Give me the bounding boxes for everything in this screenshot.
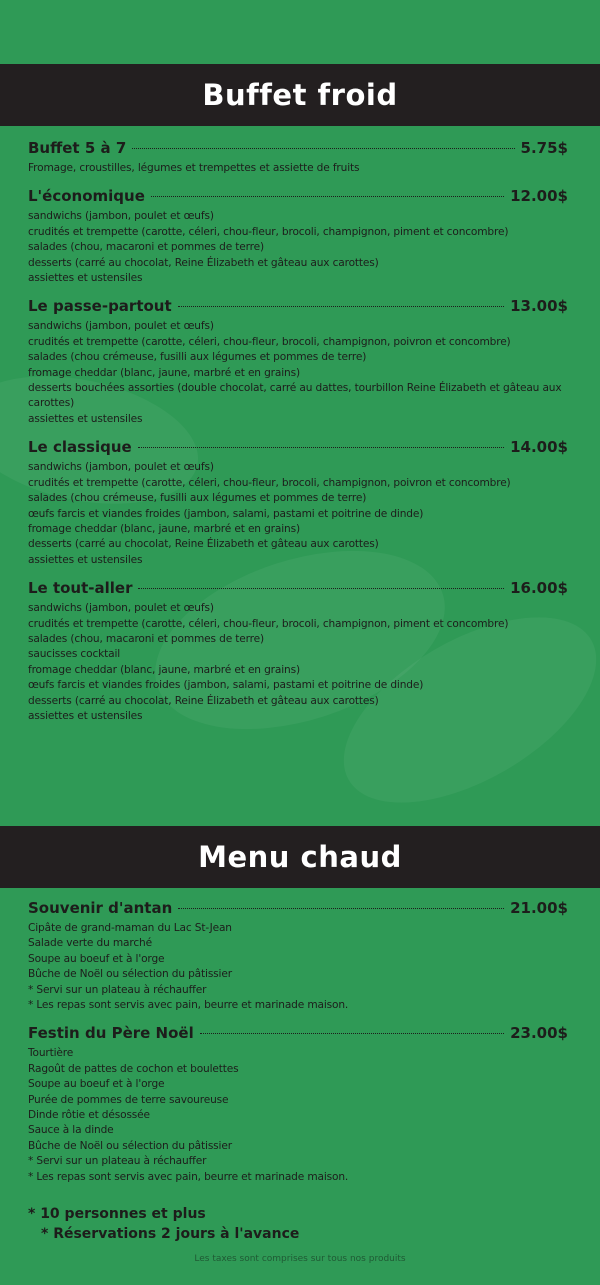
menu-item-price: 12.00$ xyxy=(510,187,568,206)
menu-item-header xyxy=(28,898,568,918)
description-line: desserts bouchées assorties (double chocolat, carré au dattes, tourbillon Reine Élizabeth et gâteau aux carottes) xyxy=(28,382,562,410)
cold-buffet-title: Buffet froid xyxy=(202,78,398,112)
menu-item-header xyxy=(28,437,568,457)
description-line: fromage cheddar (blanc, jaune, marbré et en grains) xyxy=(28,663,300,676)
menu-item-price: 23.00$ xyxy=(510,1024,568,1043)
dotted-leader xyxy=(151,196,504,197)
description-line: Purée de pommes de terre savoureuse xyxy=(28,1093,229,1106)
menu-item-price: 21.00$ xyxy=(510,899,568,917)
menu-item xyxy=(28,296,568,427)
description-line: Soupe au boeuf et à l'orge xyxy=(28,1078,165,1091)
menu-item-price: 13.00$ xyxy=(510,297,568,316)
description-line: salades (chou crémeuse, fusilli aux légumes et pommes de terre) xyxy=(28,492,367,505)
description-line: sandwichs (jambon, poulet et œufs) xyxy=(28,320,214,333)
menu-item-header xyxy=(28,296,568,316)
menu-item xyxy=(28,138,568,176)
menu-item-description xyxy=(28,1046,568,1185)
menu-item-header xyxy=(28,138,568,158)
hot-menu-title: Menu chaud xyxy=(198,840,402,874)
description-line: Soupe au boeuf et à l'orge xyxy=(28,952,165,965)
description-line: œufs farcis et viandes froides (jambon, salami, pastami et poitrine de dinde) xyxy=(28,679,424,692)
cold-buffet-list xyxy=(0,138,600,734)
menu-item xyxy=(28,437,568,568)
description-line: desserts (carré au chocolat, Reine Élizabeth et gâteau aux carottes) xyxy=(28,538,379,551)
menu-item-price: 14.00$ xyxy=(510,438,568,457)
menu-item-description xyxy=(28,161,568,176)
description-line: salades (chou, macaroni et pommes de terre) xyxy=(28,241,264,254)
menu-item xyxy=(28,186,568,286)
note-line: * Réservations 2 jours à l'avance xyxy=(41,1226,300,1242)
description-line: * Servi sur un plateau à réchauffer xyxy=(28,1155,207,1168)
description-line: assiettes et ustensiles xyxy=(28,412,143,425)
description-line: crudités et trempette (carotte, céleri, chou-fleur, brocoli, champignon, piment et concombre) xyxy=(28,225,509,238)
dotted-leader xyxy=(178,908,504,909)
menu-item-name: Le classique xyxy=(28,438,132,457)
description-line: * Les repas sont servis avec pain, beurre et marinade maison. xyxy=(28,999,349,1012)
description-line: Fromage, croustilles, légumes et trempettes et assiette de fruits xyxy=(28,162,360,174)
description-line: fromage cheddar (blanc, jaune, marbré et en grains) xyxy=(28,522,300,535)
description-line: assiettes et ustensiles xyxy=(28,553,143,566)
menu-item-name: Le tout-aller xyxy=(28,579,133,598)
dotted-leader xyxy=(138,588,504,589)
description-line: crudités et trempette (carotte, céleri, chou-fleur, brocoli, champignon, poivron et concombre) xyxy=(28,335,511,348)
description-line: crudités et trempette (carotte, céleri, chou-fleur, brocoli, champignon, piment et concombre) xyxy=(28,617,509,630)
description-line: assiettes et ustensiles xyxy=(28,272,143,285)
description-line: sandwichs (jambon, poulet et œufs) xyxy=(28,461,214,474)
menu-item-header xyxy=(28,578,568,598)
menu-item-price: 5.75$ xyxy=(520,139,568,157)
description-line: crudités et trempette (carotte, céleri, chou-fleur, brocoli, champignon, poivron et concombre) xyxy=(28,476,511,489)
menu-item-description xyxy=(28,319,568,427)
menu-item-description xyxy=(28,460,568,568)
dotted-leader xyxy=(200,1033,504,1034)
description-line: Salade verte du marché xyxy=(28,937,152,950)
dotted-leader xyxy=(132,148,514,149)
menu-item-header xyxy=(28,186,568,206)
menu-item-description xyxy=(28,921,568,1013)
description-line: salades (chou, macaroni et pommes de terre) xyxy=(28,632,264,645)
hot-menu-list xyxy=(0,898,600,1195)
menu-item xyxy=(28,1023,568,1185)
menu-item-name: L'économique xyxy=(28,187,145,206)
description-line: * Servi sur un plateau à réchauffer xyxy=(28,983,207,996)
description-line: saucisses cocktail xyxy=(28,648,121,661)
dotted-leader xyxy=(178,306,504,307)
menu-item xyxy=(28,898,568,1013)
description-line: Tourtière xyxy=(28,1047,74,1060)
description-line: Sauce à la dinde xyxy=(28,1124,114,1137)
menu-item-name: Souvenir d'antan xyxy=(28,899,173,917)
description-line: Dinde rôtie et désossée xyxy=(28,1109,150,1122)
note-line: * 10 personnes et plus xyxy=(28,1206,206,1222)
menu-item-name: Buffet 5 à 7 xyxy=(28,139,127,157)
description-line: * Les repas sont servis avec pain, beurre et marinade maison. xyxy=(28,1170,349,1183)
description-line: sandwichs (jambon, poulet et œufs) xyxy=(28,210,214,223)
menu-item xyxy=(28,578,568,724)
menu-item-name: Le passe-partout xyxy=(28,297,172,316)
description-line: Bûche de Noël ou sélection du pâtissier xyxy=(28,968,232,981)
description-line: sandwichs (jambon, poulet et œufs) xyxy=(28,602,214,615)
cold-buffet-header xyxy=(0,64,600,126)
notes xyxy=(28,1204,299,1244)
menu-item-description xyxy=(28,209,568,286)
menu-item-name: Festin du Père Noël xyxy=(28,1024,194,1043)
dotted-leader xyxy=(138,447,504,448)
description-line: desserts (carré au chocolat, Reine Élizabeth et gâteau aux carottes) xyxy=(28,256,379,269)
hot-menu-header xyxy=(0,826,600,888)
description-line: Cipâte de grand-maman du Lac St-Jean xyxy=(28,922,232,934)
description-line: salades (chou crémeuse, fusilli aux légumes et pommes de terre) xyxy=(28,351,367,364)
description-line: œufs farcis et viandes froides (jambon, salami, pastami et poitrine de dinde) xyxy=(28,507,424,520)
description-line: desserts (carré au chocolat, Reine Élizabeth et gâteau aux carottes) xyxy=(28,694,379,707)
description-line: assiettes et ustensiles xyxy=(28,709,143,722)
menu-item-description xyxy=(28,601,568,724)
description-line: Bûche de Noël ou sélection du pâtissier xyxy=(28,1139,232,1152)
description-line: Ragoût de pattes de cochon et boulettes xyxy=(28,1062,239,1075)
tax-footer: Les taxes sont comprises sur tous nos produits xyxy=(194,1254,406,1264)
menu-item-header xyxy=(28,1023,568,1043)
menu-item-price: 16.00$ xyxy=(510,579,568,598)
description-line: fromage cheddar (blanc, jaune, marbré et en grains) xyxy=(28,366,300,379)
